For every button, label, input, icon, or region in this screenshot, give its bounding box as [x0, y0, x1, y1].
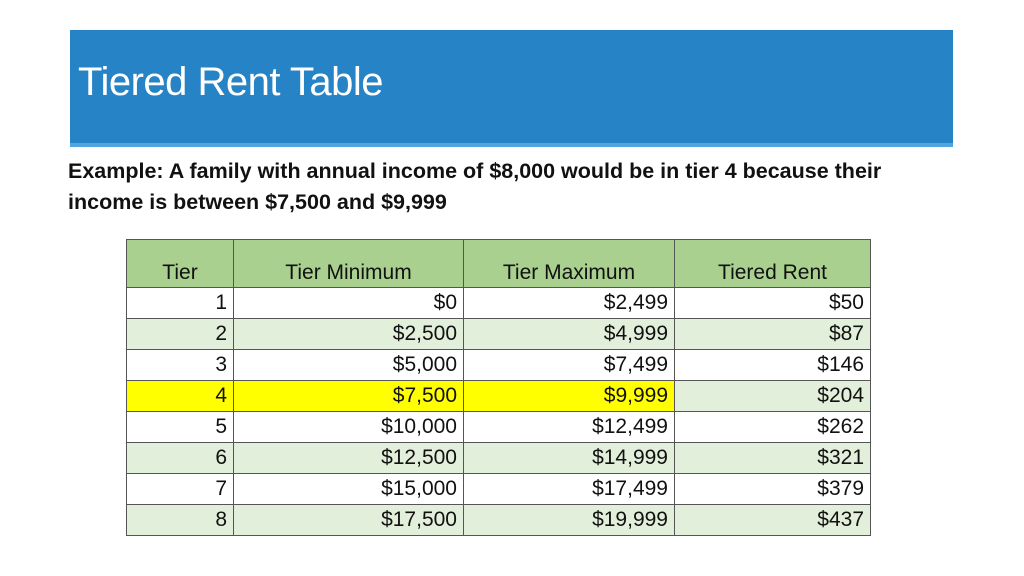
- cell-tier-maximum: $19,999: [464, 505, 675, 536]
- tiered-rent-table: [126, 239, 871, 536]
- cell-tier-maximum: $9,999: [464, 381, 675, 412]
- title-band: [70, 30, 953, 147]
- cell-tiered-rent: $204: [675, 381, 871, 412]
- cell-tier-minimum: $10,000: [234, 412, 464, 443]
- cell-tier: 2: [127, 319, 234, 350]
- cell-tier: 3: [127, 350, 234, 381]
- header-tier-maximum: Tier Maximum: [464, 240, 675, 288]
- table-row: [127, 381, 871, 412]
- table-row: [127, 412, 871, 443]
- header-tiered-rent: Tiered Rent: [675, 240, 871, 288]
- table-row: [127, 474, 871, 505]
- cell-tier-maximum: $4,999: [464, 319, 675, 350]
- example-text: Example: A family with annual income of $8,000 would be in tier 4 because their income is between $7,500 and $9,999: [68, 159, 882, 214]
- cell-tier: 7: [127, 474, 234, 505]
- cell-tier-minimum: $17,500: [234, 505, 464, 536]
- cell-tier-minimum: $12,500: [234, 443, 464, 474]
- cell-tier-minimum: $0: [234, 288, 464, 319]
- cell-tier-minimum: $2,500: [234, 319, 464, 350]
- header-tier: Tier: [127, 240, 234, 288]
- cell-tiered-rent: $87: [675, 319, 871, 350]
- cell-tier-minimum: $5,000: [234, 350, 464, 381]
- cell-tiered-rent: $437: [675, 505, 871, 536]
- cell-tier: 4: [127, 381, 234, 412]
- table-row: [127, 350, 871, 381]
- cell-tier-minimum: $15,000: [234, 474, 464, 505]
- cell-tier: 5: [127, 412, 234, 443]
- cell-tier: 6: [127, 443, 234, 474]
- cell-tier-minimum: $7,500: [234, 381, 464, 412]
- cell-tier: 1: [127, 288, 234, 319]
- cell-tier-maximum: $14,999: [464, 443, 675, 474]
- cell-tier-maximum: $17,499: [464, 474, 675, 505]
- table-row: [127, 288, 871, 319]
- cell-tier: 8: [127, 505, 234, 536]
- cell-tier-maximum: $2,499: [464, 288, 675, 319]
- cell-tiered-rent: $379: [675, 474, 871, 505]
- cell-tiered-rent: $321: [675, 443, 871, 474]
- cell-tiered-rent: $262: [675, 412, 871, 443]
- cell-tiered-rent: $50: [675, 288, 871, 319]
- page-title: Tiered Rent Table: [78, 60, 384, 104]
- table-row: [127, 505, 871, 536]
- cell-tiered-rent: $146: [675, 350, 871, 381]
- header-tier-minimum: Tier Minimum: [234, 240, 464, 288]
- table-row: [127, 443, 871, 474]
- cell-tier-maximum: $12,499: [464, 412, 675, 443]
- cell-tier-maximum: $7,499: [464, 350, 675, 381]
- table-header-row: [127, 240, 871, 288]
- table-row: [127, 319, 871, 350]
